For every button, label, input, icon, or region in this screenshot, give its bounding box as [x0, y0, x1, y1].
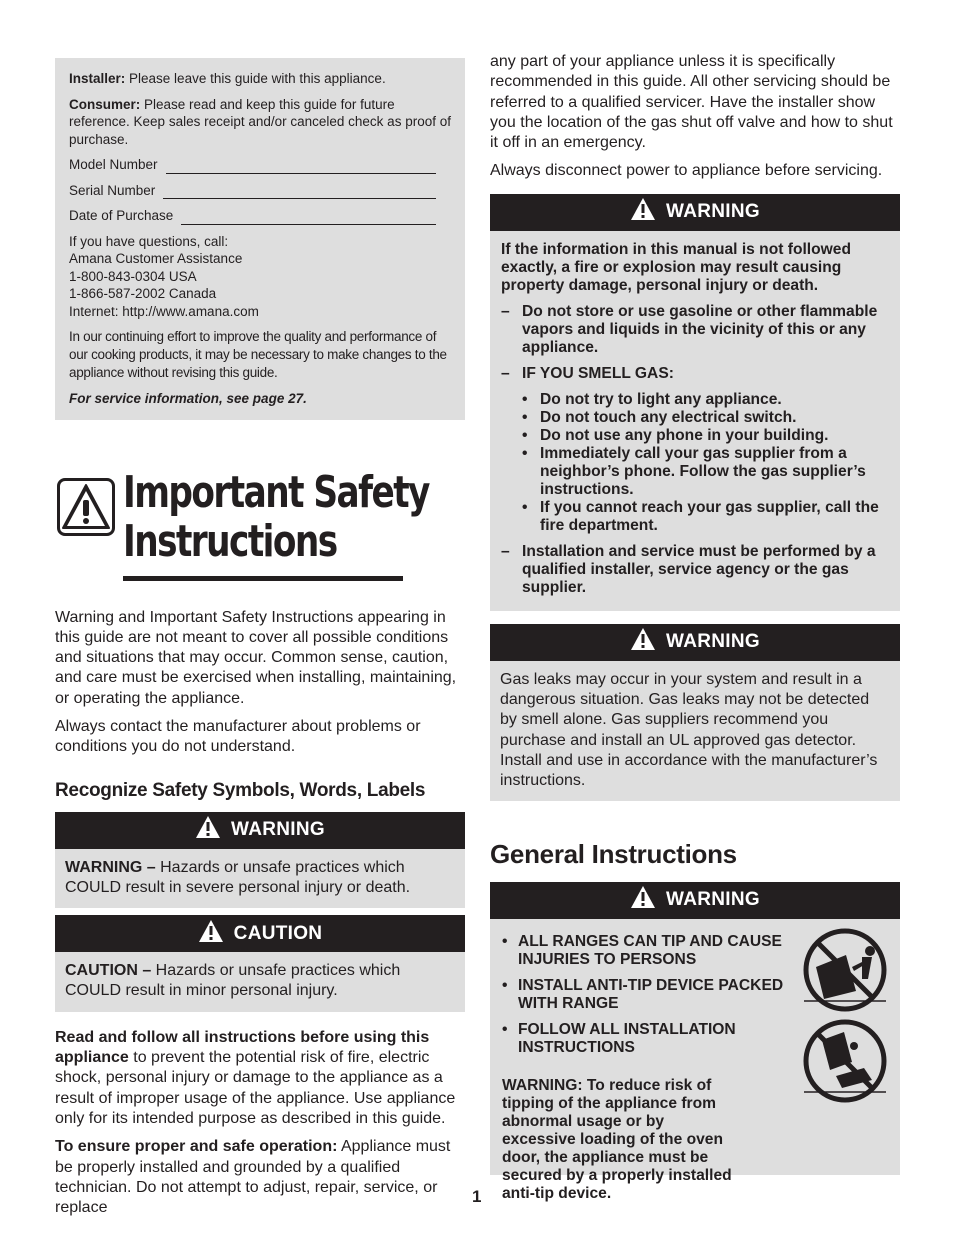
title-rule [123, 576, 403, 581]
general-instructions-heading: General Instructions [490, 838, 737, 869]
continuing-effort-note: In our continuing effort to improve the quality and performance of our cooking products, it may be necessary to make changes to the appliance without revising this guide. [69, 329, 447, 380]
caution-header: CAUTION [55, 915, 465, 952]
owner-info-box [55, 58, 465, 420]
range-tip-no-child-icon [802, 927, 888, 1018]
warning-triangle-icon [195, 815, 221, 845]
warning-definition: WARNING – Hazards or unsafe practices which COULD result in severe personal injury or death. [55, 849, 465, 909]
warning-definition-box [55, 812, 465, 909]
warning-triangle-icon [630, 627, 656, 657]
smell-gas-list [522, 391, 886, 535]
service-info-note: For service information, see page 27. [69, 391, 307, 406]
list-item: • Do not try to light any appliance. [522, 390, 782, 408]
read-follow-text: Read and follow all instructions before using this appliance to prevent the potential risk of fire, electric shock, personal injury or damage to the appliance as a result of improper usage of the appliance. Use appliance only for its intended purpose as described in this guide. To ensure proper and safe operation: Appliance must be properly installed and grounded by a qualified technician. Do not attempt to adjust, repair, service, or replace [55, 1028, 456, 1217]
list-item: • Do not touch any electrical switch. [522, 408, 797, 426]
servicing-text: any part of your appliance unless it is specifically recommended in this guide. All other servicing should be referred to a qualified servicer. Have the installer show you the location of the gas shut off valve and how to shut it off in an emergency. Always disconnect power to appliance before servicing. [490, 53, 893, 180]
page-title: Important Safety Instructions [123, 466, 429, 567]
warning-triangle-icon [630, 885, 656, 915]
gas-warning-body: If the information in this manual is not followed exactly, a fire or explosion may result causing property damage, personal injury or death. – Do not store or use gasoline or other flammable vapors and liquids in the vicinity of this or any appliance. – IF YOU SMELL GAS: • Do not try to light any appliance. • Do not touch any electrical switch. • Do not use any phone in your building. • Immediately call your gas supplier from a neighbor’s phone. Follow the gas supplier’s instructions. • If you cannot reach your gas supplier, call the fire department. – Installation and service must be performed by a qualified installer, service agency or the gas supplier. [490, 231, 900, 611]
range-tip-no-loading-icon [802, 1018, 888, 1109]
left-column [55, 58, 465, 1226]
list-item: • ALL RANGES CAN TIP AND CAUSE INJURIES TO PERSONS [502, 932, 782, 968]
list-item: • INSTALL ANTI-TIP DEVICE PACKED WITH RANGE [502, 976, 784, 1012]
warning-header: WARNING [55, 812, 465, 849]
right-column [490, 52, 900, 1202]
caution-definition-box [55, 915, 465, 1012]
anti-tip-warning-body [490, 919, 900, 1202]
page-number: 1 [472, 1187, 482, 1206]
anti-tip-warning-box [490, 882, 900, 1202]
installer-note: Installer: Please leave this guide with this appliance. [69, 71, 386, 86]
intro-text: Warning and Important Safety Instructions appearing in this guide are not meant to cover all possible conditions and situations that may occur. Common sense, caution, and care must be exercised when installing, maintaining, or operating the appliance. Always contact the manufacturer about problems or conditions you do not understand. [55, 608, 457, 756]
gas-leak-warning-box [490, 624, 900, 801]
safety-alert-icon [57, 478, 115, 536]
gas-leak-warning-body: Gas leaks may occur in your system and result in a dangerous situation. Gas leaks may not be detected by smell alone. Gas suppliers recommend you purchase and install an UL approved gas detector. Install and use in accordance with the manufacturer’s instructions. [490, 661, 900, 801]
list-item: • If you cannot reach your gas supplier, call the fire department. [522, 498, 879, 534]
model-number-field[interactable]: Model Number [69, 156, 452, 174]
date-of-purchase-field[interactable]: Date of Purchase [69, 207, 452, 225]
gas-warning-header: WARNING [490, 194, 900, 231]
list-item: • Immediately call your gas supplier from a neighbor’s phone. Follow the gas supplier’s instructions. [522, 444, 866, 498]
caution-definition: CAUTION – Hazards or unsafe practices which COULD result in minor personal injury. [55, 952, 465, 1012]
main-title-block [55, 468, 465, 588]
website-link[interactable]: Internet: http://www.amana.com [69, 303, 259, 319]
anti-tip-warning-header: WARNING [490, 882, 900, 919]
warning-triangle-icon [630, 197, 656, 227]
caution-triangle-icon [198, 919, 224, 949]
anti-tip-warning-text: WARNING: To reduce risk of tipping of the appliance from abnormal usage or by excessive loading of the oven door, the appliance must be secured by a properly installed anti-tip device. [502, 1076, 732, 1202]
consumer-note: Consumer: Please read and keep this guide for future reference. Keep sales receipt and/or canceled check as proof of purchase. [69, 96, 451, 147]
list-item: • Do not use any phone in your building. [522, 426, 829, 444]
list-item: • FOLLOW ALL INSTALLATION INSTRUCTIONS [502, 1020, 736, 1056]
gas-leak-warning-header: WARNING [490, 624, 900, 661]
serial-number-field[interactable]: Serial Number [69, 182, 452, 200]
recognize-heading: Recognize Safety Symbols, Words, Labels [55, 779, 426, 801]
gas-warning-box [490, 194, 900, 611]
contact-info: If you have questions, call: Amana Customer Assistance 1-800-843-0304 USA 1-866-587-2002 Canada Internet: http://www.amana.com [69, 233, 452, 321]
